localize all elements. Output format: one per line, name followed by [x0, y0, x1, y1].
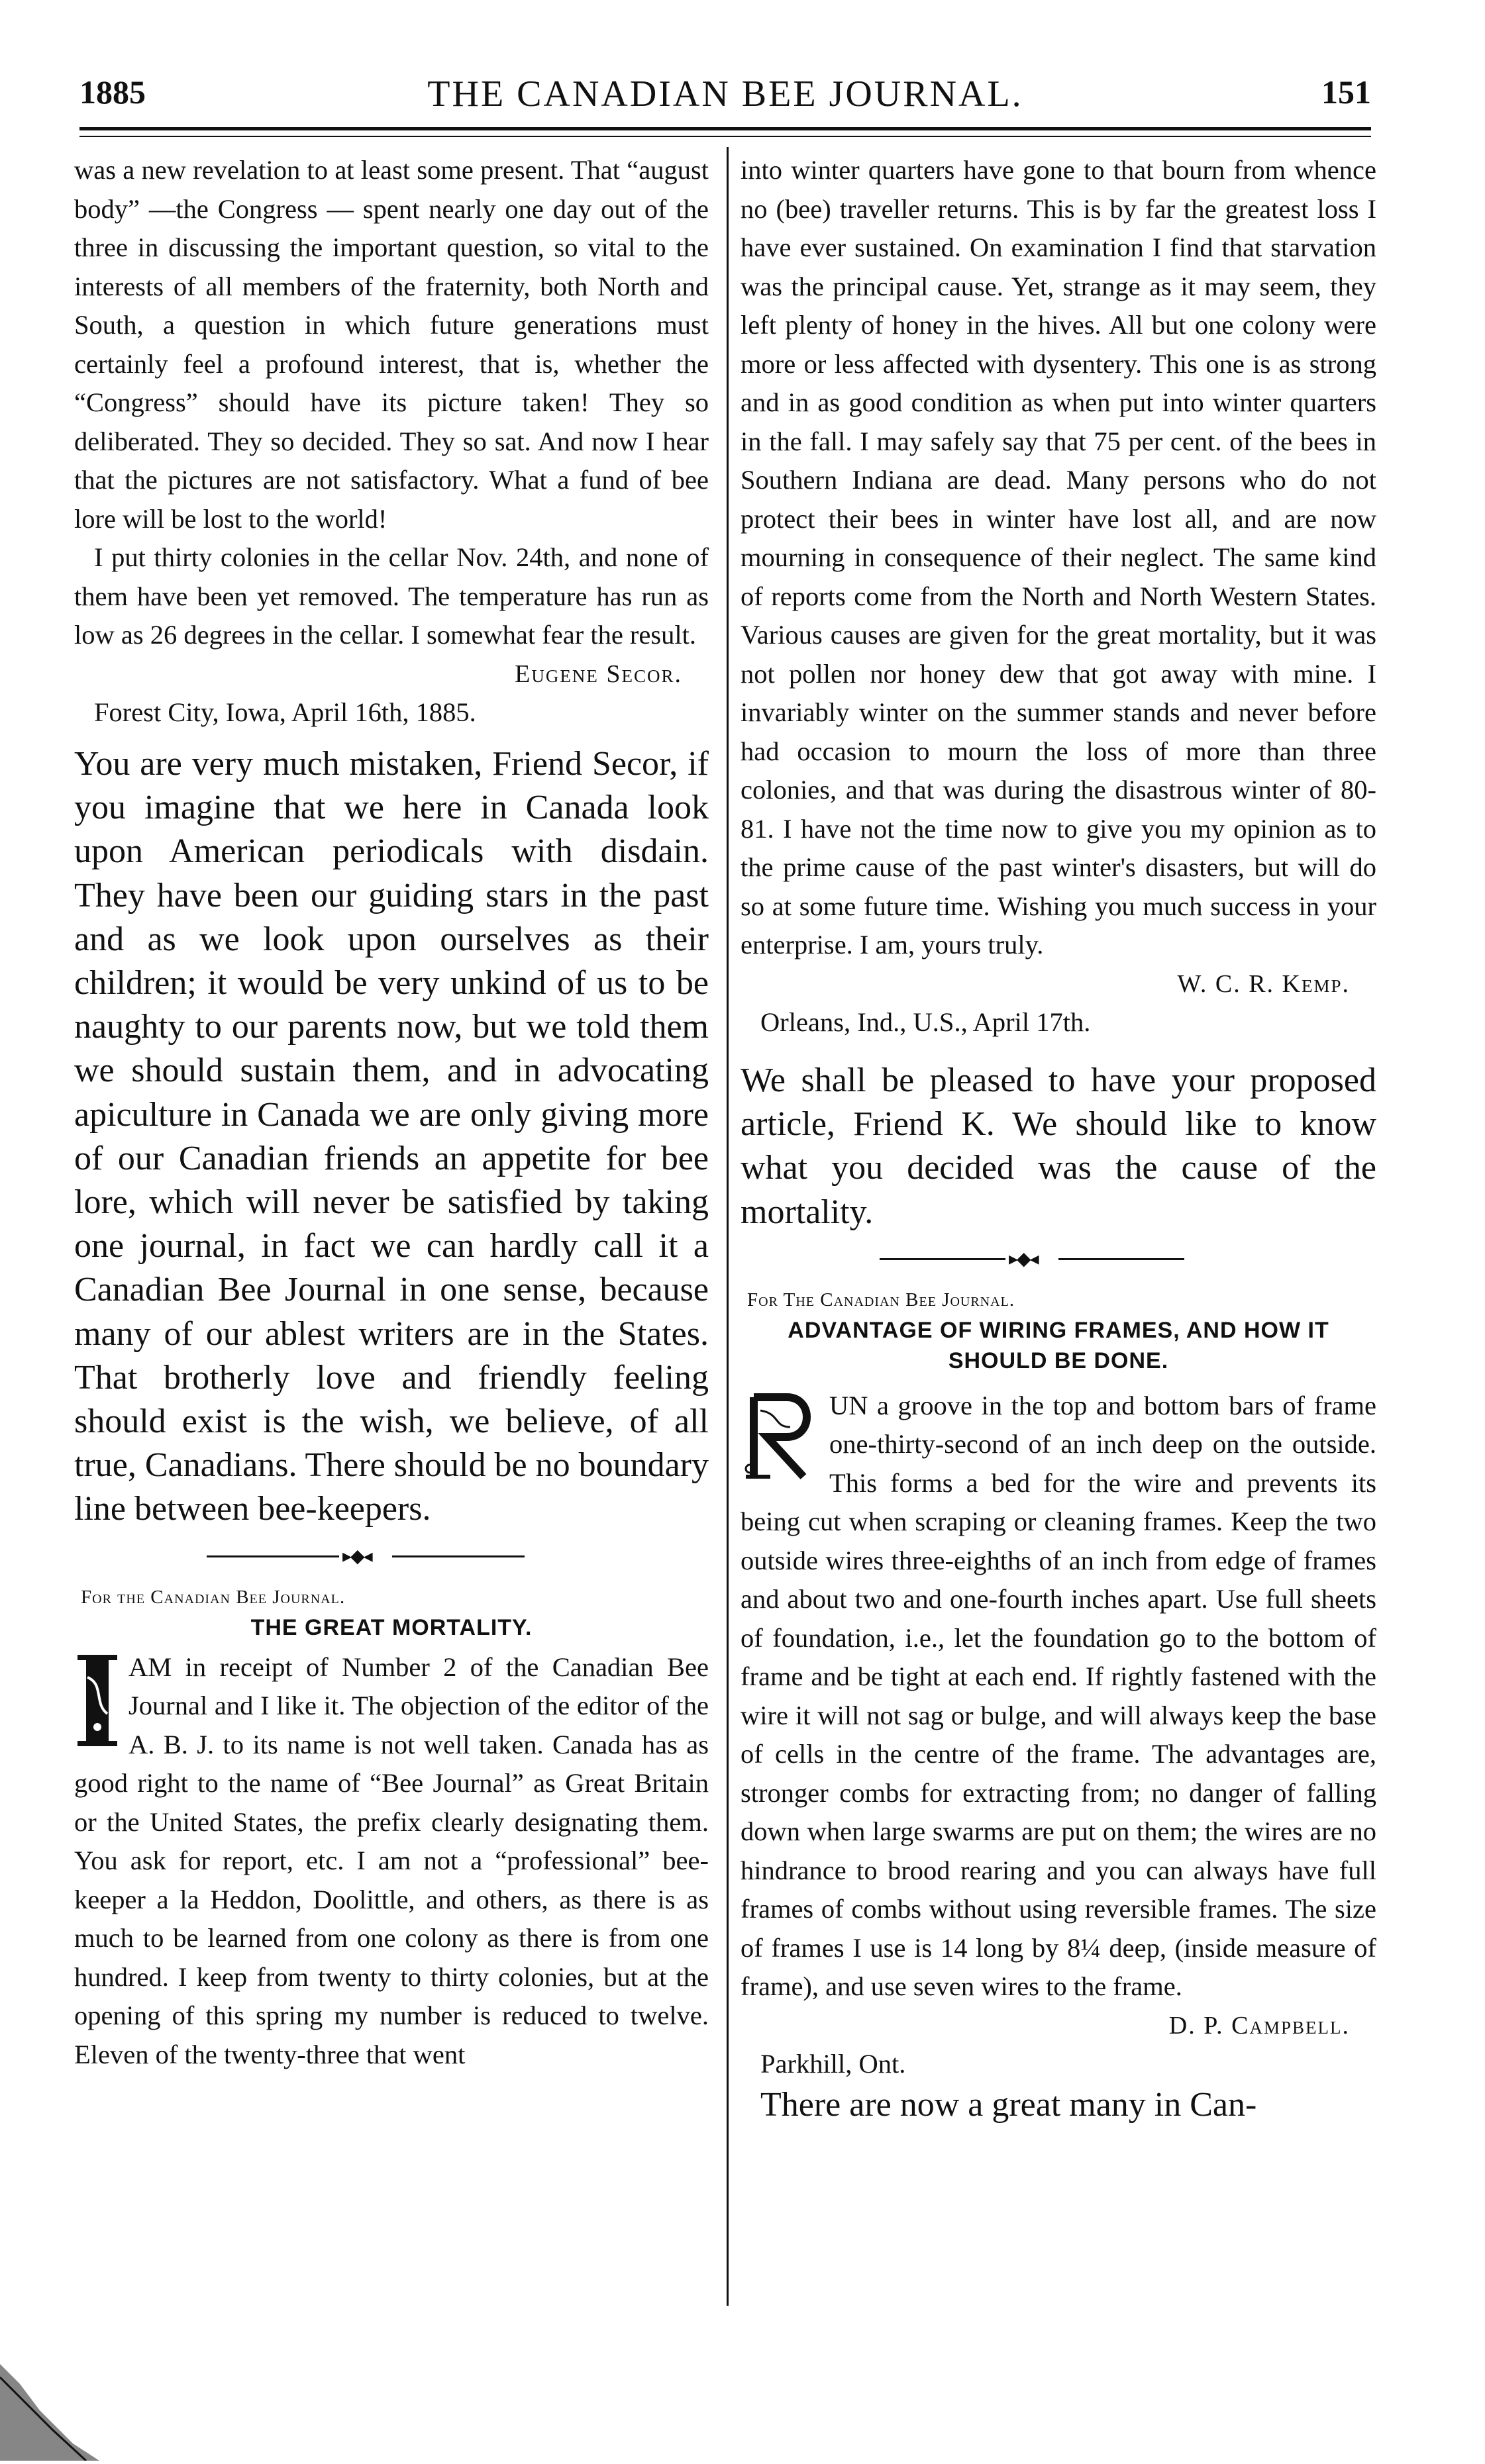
- editor-note: We shall be pleased to have your proposed article, Friend K. We should like to know what you decided was the cause of the mortality.: [741, 1061, 1376, 1231]
- page-number: 151: [1321, 74, 1371, 111]
- running-header: [79, 73, 1371, 119]
- secor-letter-para2: I put thirty colonies in the cellar Nov. 24th, and none of them have been yet removed. The temperature has run as low as 26 degrees in the cellar. I somewhat fear the result.: [74, 542, 709, 650]
- header-year: 1885: [79, 74, 146, 111]
- header-rule-thick: [79, 127, 1371, 130]
- mortality-continued: into winter quarters have gone to that bourn from whence no (bee) traveller returns. This is by far the greatest loss I have ever sustained. On examination I find that starvation was the principal cause. Yet, strange as it may seem, they left plenty of honey in the hives. All but one colony were more or less affected with dysentery. This one is as strong and in as good condition as when put into winter quarters in the fall. I may safely say that 75 per cent. of the bees in Southern Indiana are dead. Many persons who do not protect their bees in winter have lost all, and are now mourning in consequence of their neglect. The same kind of reports come from the North and North Western States. Various causes are given for the great mortality, but it was not pollen nor honey dew that got away with mine. I invariably winter on the summer stands and never before had occasion to mourn the loss of more than three colonies, and that was during the disastrous winter of 80-81. I have not the time now to give you my opinion as to the prime cause of the past winter's disasters, but will do so at some future time. Wishing you much success in your enterprise. I am, yours truly.: [741, 155, 1376, 960]
- mortality-for-heading: For the Canadian Bee Journal.: [81, 1586, 346, 1608]
- scan-edge-artifact: [0, 2364, 106, 2461]
- secor-dateline: Forest City, Iowa, April 16th, 1885.: [94, 697, 476, 727]
- wiring-for-heading: For The Canadian Bee Journal.: [747, 1289, 1015, 1310]
- wiring-title: ADVANTAGE OF WIRING FRAMES, AND HOW IT SHOULD BE DONE.: [788, 1317, 1329, 1373]
- wiring-text: UN a groove in the top and bottom bars of frame one-thirty-second of an inch deep on the outside. This forms a bed for the wire and prevents its being cut when scraping or cleaning frames. Keep the two outside wires three-eighths of an inch from edge of frames and about two and one-fourth inches apart. Use full sheets of foundation, i.e., let the foundation go to the bottom of frame and be tight at each end. If rightly fastened with the wire it will not sag or bulge, and will always keep the base of cells in the centre of the frame. The advantages are, stronger combs for extracting from; no danger of falling down when large swarms are put on them; the wires are no hindrance to brood rearing and you can always have full frames of combs without using reversible frames. The size of frames I use is 14 long by 8¼ deep, (inside measure of frame), and use seven wires to the frame.: [741, 1390, 1376, 2002]
- kemp-dateline: Orleans, Ind., U.S., April 17th.: [760, 1007, 1091, 1037]
- secor-signature: Eugene Secor.: [515, 660, 682, 688]
- campbell-dateline: Parkhill, Ont.: [760, 2048, 906, 2079]
- secor-letter-text: was a new revelation to at least some present. That “august body” —the Congress — spent nearly one day out of the three in discussing the important question, so vital to the interests of all members of the fraternity, both North and South, a question in which future generations must certainly feel a profound interest, that is, whether the “Congress” should have its picture taken! They so deliberated. They so decided. They so sat. And now I hear that the pictures are not satisfactory. What a fund of bee lore will be lost to the world!: [74, 155, 709, 534]
- journal-title: THE CANADIAN BEE JOURNAL.: [427, 74, 1023, 115]
- column-separator: [727, 147, 729, 2306]
- wiring-drop-cap: [741, 1391, 819, 1483]
- mortality-title: THE GREAT MORTALITY.: [250, 1614, 533, 1640]
- closing-fragment: There are now a great many in Can-: [760, 2086, 1257, 2124]
- left-column: [74, 151, 709, 2074]
- header-rule-thin: [79, 136, 1371, 137]
- mortality-text: AM in receipt of Number 2 of the Canadian Bee Journal and I like it. The objection of the editor of the A. B. J. to its name is not well taken. Canada has as good right to the name of “Bee Journal” as Great Britain or the United States, the prefix clearly designating them. You ask for report, etc. I am not a “professional” bee-keeper a la Heddon, Doolittle, and others, as there is as much to be learned from one colony as there is from one hundred. I keep from twenty to thirty colonies, but at the opening of this spring my number is reduced to twelve. Eleven of the twenty-three that went: [74, 1651, 709, 2069]
- section-divider: ▸◆◂: [741, 1246, 1376, 1273]
- right-column: [741, 151, 1376, 2128]
- editor-reply: You are very much mistaken, Friend Secor, if you imagine that we here in Canada look upon American periodicals with disdain. They have been our guiding stars in the past and as we look upon ourselves as their children; it would be very unkind of us to be naughty to our parents now, but we told them we should sustain them, and in advocating apiculture in Canada we are only giving more of our Canadian friends an appetite for bee lore, which will never be satisfied by taking one journal, in fact we can hardly call it a Canadian Bee Journal in one sense, because many of our ablest writers are in the States. That brotherly love and friendly feeling should exist is the wish, we believe, of all true, Canadians. There should be no boundary line between bee-keepers.: [74, 745, 709, 1528]
- section-divider: ▸◆◂: [74, 1544, 709, 1570]
- mortality-drop-cap: [74, 1651, 121, 1757]
- campbell-signature: D. P. Campbell.: [1168, 2011, 1350, 2040]
- kemp-signature: W. C. R. Kemp.: [1177, 969, 1350, 998]
